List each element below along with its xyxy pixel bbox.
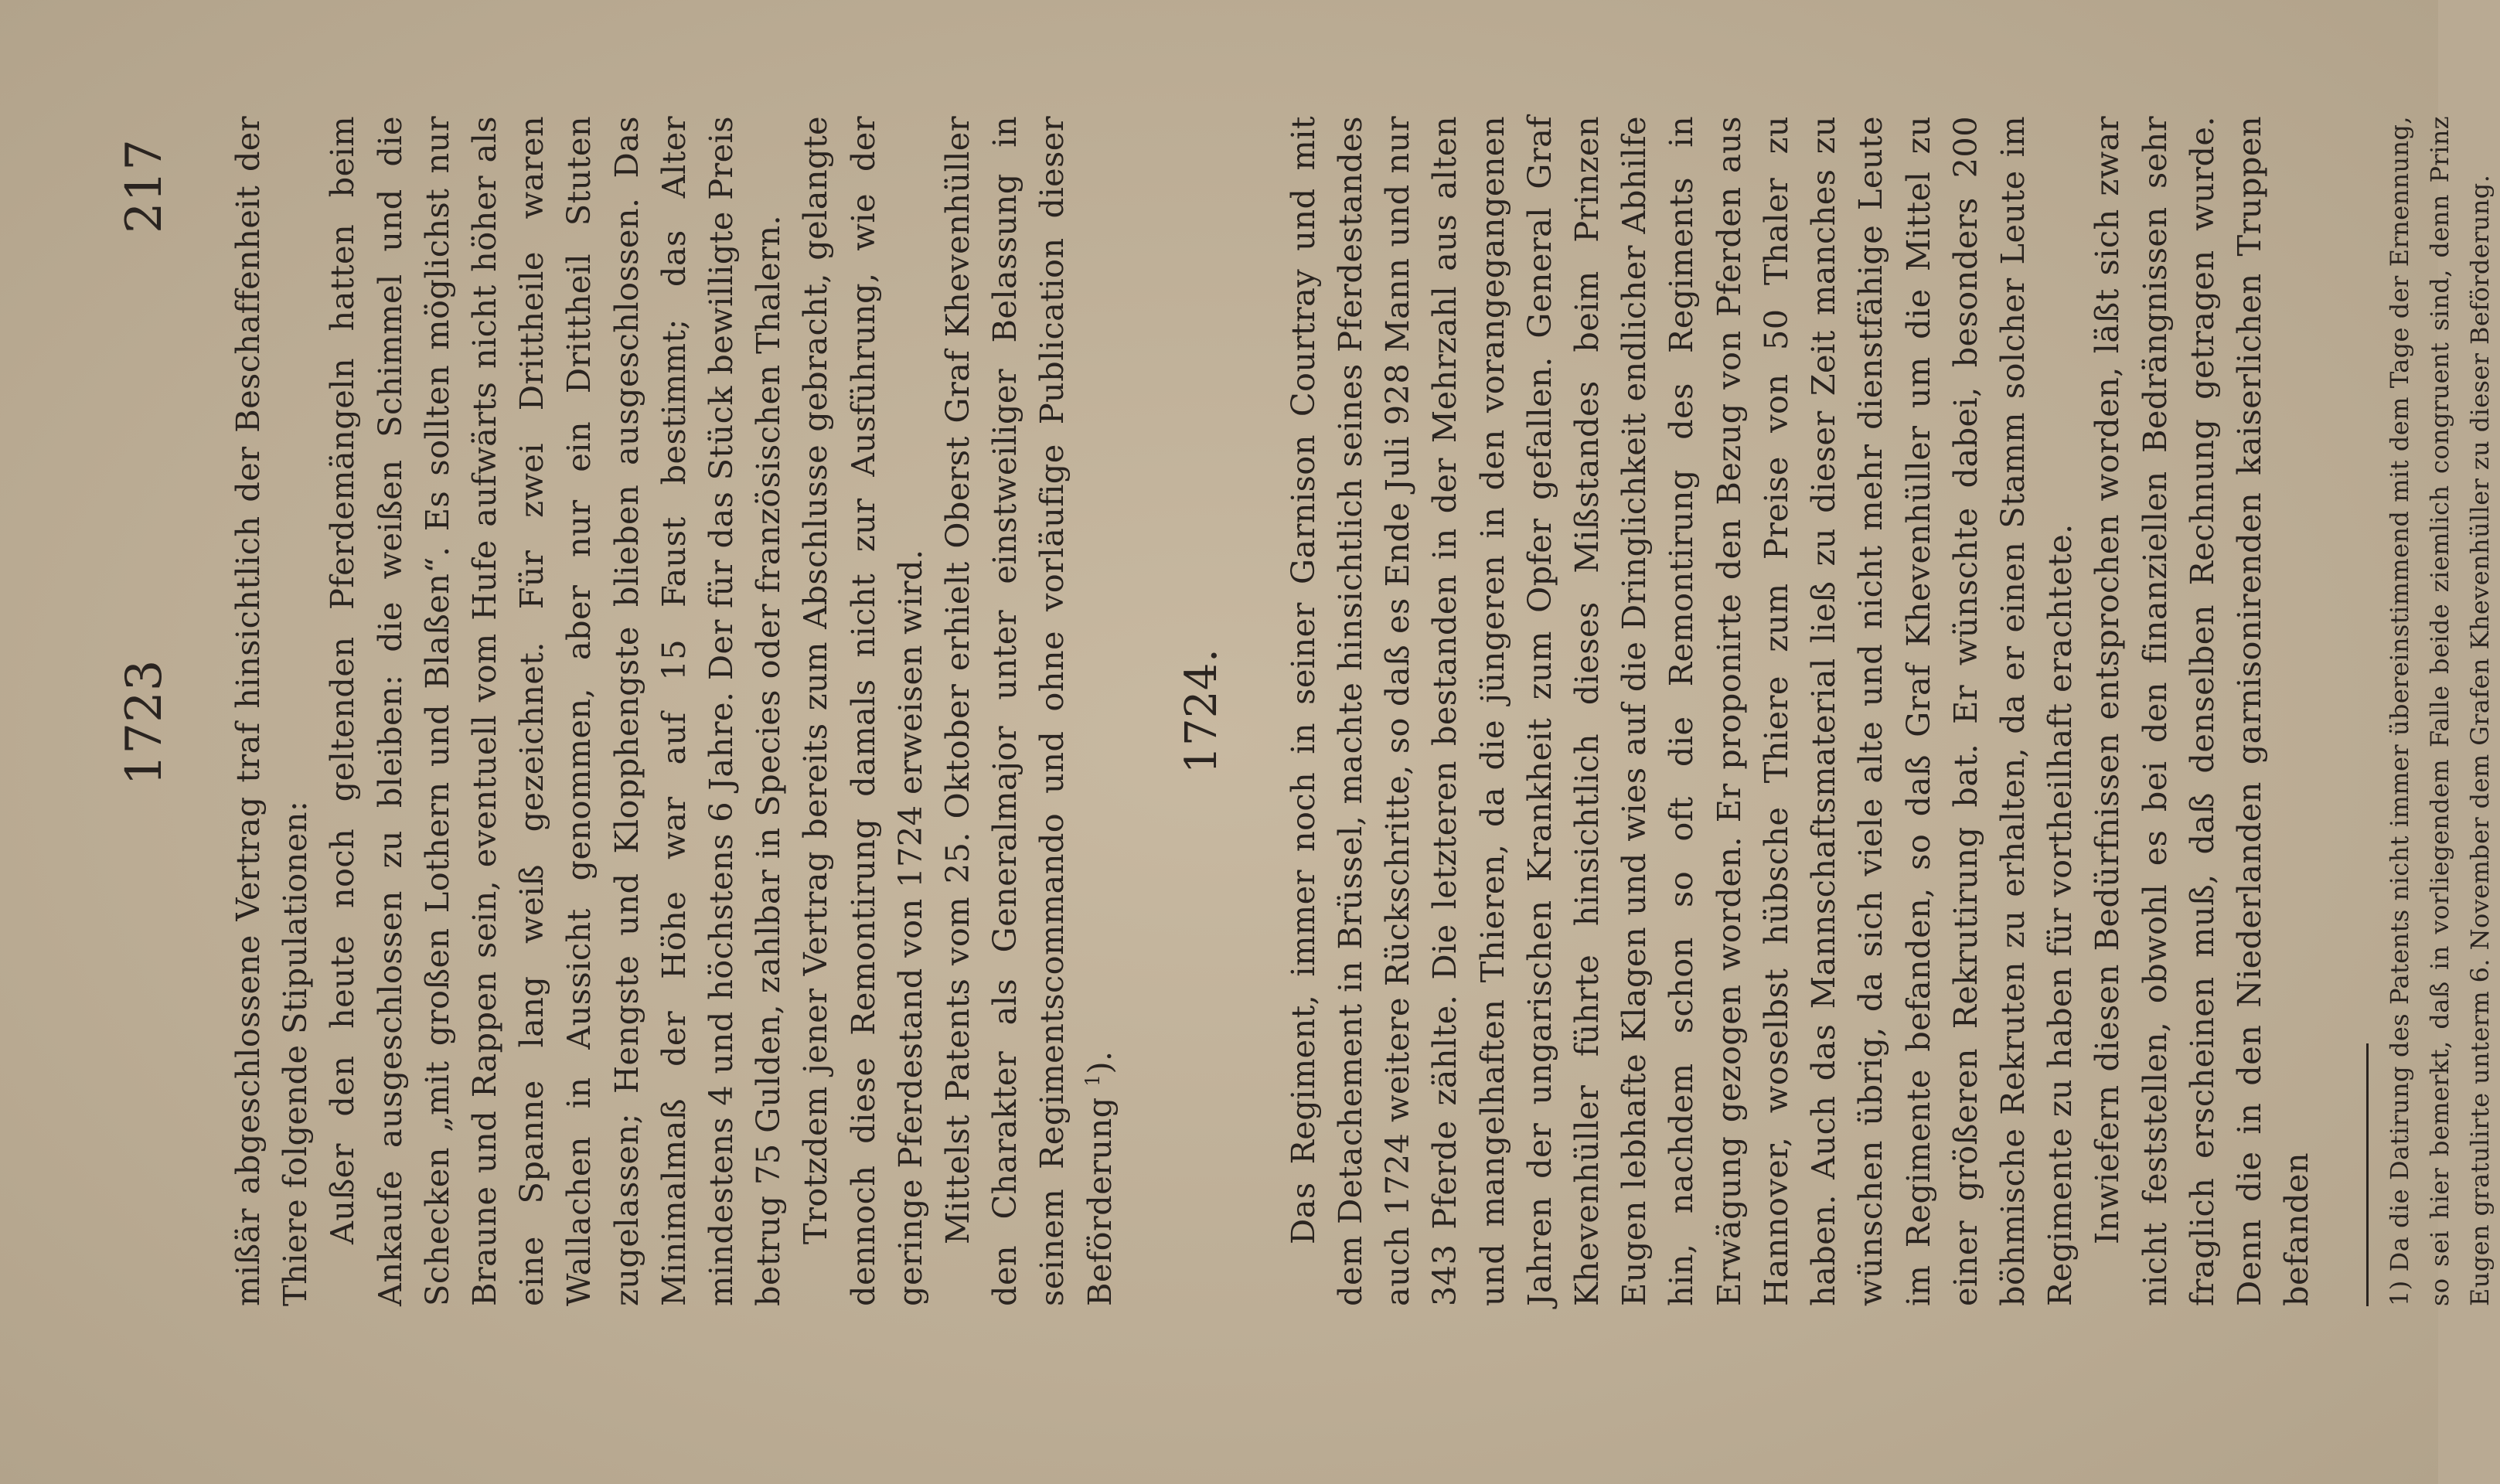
paragraph-1724-2: Inwiefern diesen Bedürfnissen entsprochen worden, läßt sich zwar nicht feststellen, obwohl es bei den finanziellen Bedrängnissen sehr fraglich erscheinen muß, daß denselben Rechnung getragen wurde. Denn die in den Niederlanden garnisonirenden kaiserlichen Truppen befanden — [2088, 116, 2316, 1306]
section-heading-1724: 1724. — [1176, 648, 1227, 774]
page-header — [116, 139, 178, 1306]
page-body — [224, 116, 2500, 1306]
paragraph-1723-4-text: Mittelst Patents vom 25. Oktober erhielt Oberst Graf Khevenhüller den Charakter als Generalmajor unter einstweiliger Belassung in seinem Regimentscommando und ohne vorläufige Publication dieser Beförderung — [938, 116, 1119, 1306]
footnote — [2379, 116, 2500, 1306]
footnote-separator — [2366, 1043, 2369, 1306]
paragraph-1723-3: Trotzdem jener Vertrag bereits zum Abschlusse gebracht, gelangte dennoch diese Remontirung damals nicht zur Ausführung, wie der geringe Pferdestand von 1724 erweisen wird. — [796, 116, 929, 1306]
footnote-text: Da die Datirung des Patents nicht immer übereinstimmend mit dem Tage der Ernennung, so sei hier bemerkt, daß in vorliegendem Falle beide ziemlich congruent sind, denn Prinz Eugen gratulirte unterm 6. November dem Grafen Khevenhüller zu dieser Beförderung. — [2385, 116, 2495, 1306]
page-number: 217 — [116, 139, 173, 234]
footnote-reference: 1 — [1081, 1074, 1104, 1087]
paragraph-1724-1: Das Regiment, immer noch in seiner Garnison Courtray und mit dem Detachement in Brüssel, machte hinsichtlich seines Pferdestandes auch 1724 weitere Rückschritte, so daß es Ende Juli 928 Mann und nur 343 Pferde zählte. Die letzteren bestanden in der Mehrzahl aus alten und mangelhaften Thieren, da die jüngeren in den vorangegangenen Jahren der ungarischen Krankheit zum Opfer gefallen. General Graf Khevenhüller führte hinsichtlich dieses Mißstandes beim Prinzen Eugen lebhafte Klagen und wies auf die Dringlichkeit endlicher Abhilfe hin, nachdem schon so oft die Remontirung des Regiments in Erwägung gezogen worden. Er proponirte den Bezug von Pferden aus Hannover, woselbst hübsche Thiere zum Preise von 50 Thaler zu haben. Auch das Mannschaftsmaterial ließ zu dieser Zeit manches zu wünschen übrig, da sich viele alte und nicht mehr dienstfähige Leute im Regimente befanden, so daß Graf Khevenhüller um die Mittel zu einer größeren Rekrutirung bat. Er wünschte dabei, besonders 200 böhmische Rekruten zu erhalten, da er einen Stamm solcher Leute im Regimente zu haben für vortheilhaft erachtete. — [1283, 116, 2079, 1306]
footnote-reference-tail: ). — [1080, 1050, 1119, 1074]
paragraph-1723-4 — [934, 116, 1123, 1306]
footnote-marker: 1) — [2385, 1280, 2415, 1306]
paragraph-1723-2: Außer den heute noch geltenden Pferdemängeln hatten beim Ankaufe ausgeschlossen zu bleiben: die weißen Schimmel und die Schecken „mit großen Lothern und Blaßen“. Es sollten möglichst nur Braune und Rappen sein, eventuell vom Hufe aufwärts nicht höher als eine Spanne lang weiß gezeichnet. Für zwei Drittheile waren Wallachen in Aussicht genommen, aber nur ein Drittheil Stuten zugelassen; Hengste und Klopphengste blieben ausgeschlossen. Das Minimalmaß der Höhe war auf 15 Faust bestimmt; das Alter mindestens 4 und höchstens 6 Jahre. Der für das Stück bewilligte Preis betrug 75 Gulden, zahlbar in Species oder französischen Thalern. — [323, 116, 788, 1306]
paragraph-1723-1: mißär abgeschlossene Vertrag traf hinsichtlich der Beschaffenheit der Thiere folgende Stipulationen: — [229, 116, 315, 1306]
running-head-year: 1723 — [116, 659, 173, 786]
